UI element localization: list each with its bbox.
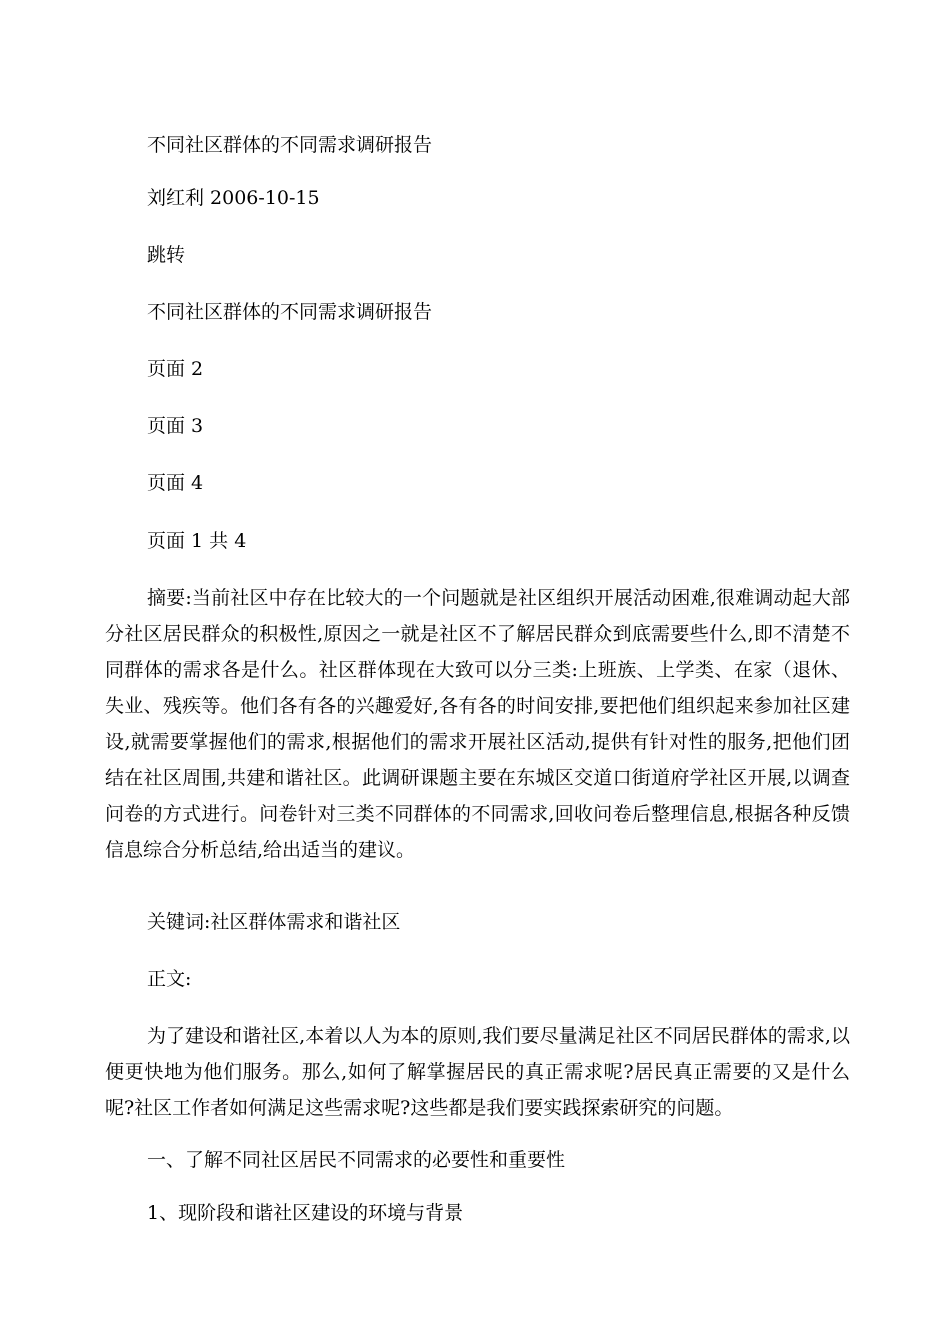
document-title: 不同社区群体的不同需求调研报告: [147, 134, 433, 156]
intro-paragraph: 为了建设和谐社区,本着以人为本的原则,我们要尽量满足社区不同居民群体的需求,以便更快地为他们服务。那么,如何了解掌握居民的真正需求呢?居民真正需要的又是什么呢?社区工作者如何满足这些需求呢?这些都是我们要实践探索研究的问题。: [105, 1025, 850, 1119]
toc-page-2-link[interactable]: 页面 2: [147, 358, 204, 380]
toc-page-4-link[interactable]: 页面 4: [147, 472, 204, 494]
keywords-line: 关键词:社区群体需求和谐社区: [147, 911, 401, 933]
author-date: 刘红利 2006-10-15: [147, 187, 320, 209]
toc-page-3-link[interactable]: 页面 3: [147, 415, 204, 437]
section-heading-1: 一、了解不同社区居民不同需求的必要性和重要性: [147, 1149, 566, 1171]
jump-link[interactable]: 跳转: [147, 244, 186, 266]
page-indicator: 页面 1 共 4: [147, 530, 247, 552]
abstract-paragraph: 摘要:当前社区中存在比较大的一个问题就是社区组织开展活动困难,很难调动起大部分社区居民群众的积极性,原因之一就是社区不了解居民群众到底需要些什么,即不清楚不同群体的需求各是什么。社区群体现在大致可以分三类:上班族、上学类、在家（退休、失业、残疾等。他们各有各的兴趣爱好,各有各的时间安排,要把他们组织起来参加社区建设,就需要掌握他们的需求,根据他们的需求开展社区活动,提供有针对性的服务,把他们团结在社区周围,共建和谐社区。此调研课题主要在东城区交道口街道府学社区开展,以调查问卷的方式进行。问卷针对三类不同群体的不同需求,回收问卷后整理信息,根据各种反馈信息综合分析总结,给出适当的建议。: [105, 587, 850, 861]
body-label: 正文:: [147, 968, 192, 990]
subsection-heading-1-1: 1、现阶段和谐社区建设的环境与背景: [147, 1202, 464, 1224]
toc-title: 不同社区群体的不同需求调研报告: [147, 301, 433, 323]
